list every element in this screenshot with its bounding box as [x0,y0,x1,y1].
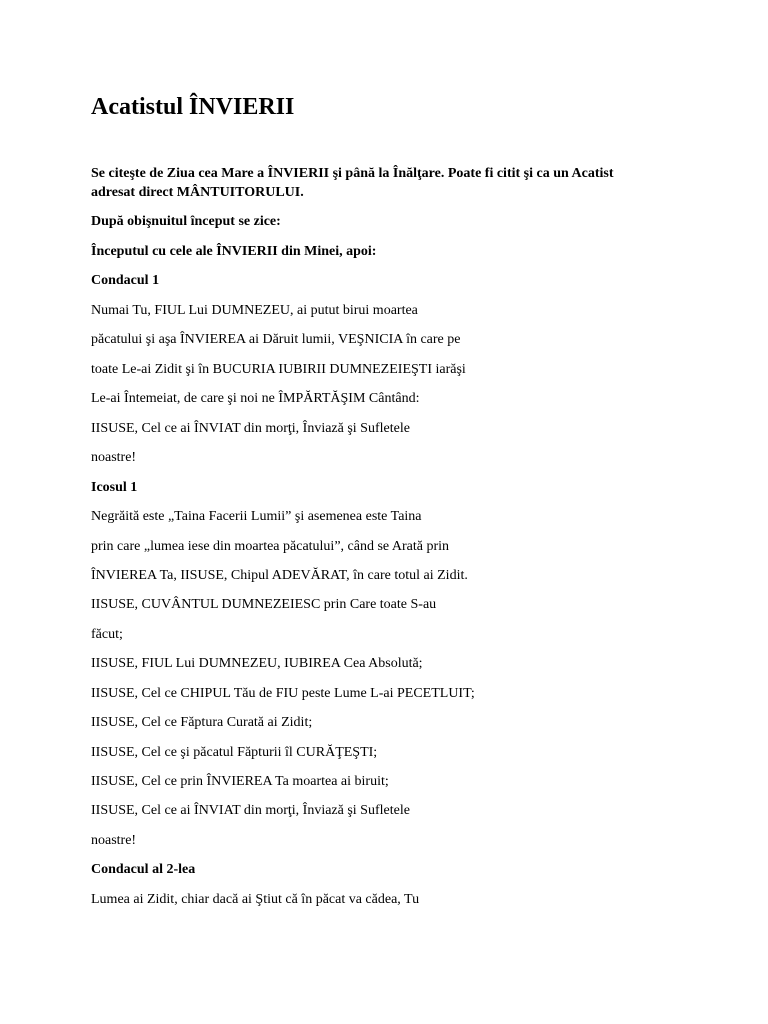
verse-line: noastre! [91,833,137,848]
section-heading: Condacul 1 [91,273,160,288]
section-heading: Icosul 1 [91,480,138,495]
verse-line: IISUSE, FIUL Lui DUMNEZEU, IUBIREA Cea Absolută; [91,656,423,671]
verse-line: IISUSE, Cel ce ai ÎNVIAT din morţi, Înviază şi Sufletele [91,421,410,436]
section-heading: Condacul al 2-lea [91,862,196,877]
verse-line: IISUSE, Cel ce Făptura Curată ai Zidit; [91,715,313,730]
verse-line: toate Le-ai Zidit şi în BUCURIA IUBIRII DUMNEZEIEŞTI iarăşi [91,362,466,377]
verse-line: prin care „lumea iese din moartea păcatului”, când se Arată prin [91,539,449,554]
verse-line: păcatului şi aşa ÎNVIEREA ai Dăruit lumii, VEŞNICIA în care pe [91,332,461,347]
verse-line: IISUSE, Cel ce prin ÎNVIEREA Ta moartea ai biruit; [91,774,389,789]
intro-text: Se citeşte de Ziua cea Mare a ÎNVIERII şi până la Înălţare. Poate fi citit şi ca un Acatist [91,166,614,181]
verse-line: noastre! [91,450,137,465]
verse-line: Negrăită este „Taina Facerii Lumii” şi asemenea este Taina [91,509,422,524]
verse-line: făcut; [91,627,123,642]
page-title: Acatistul ÎNVIERII [91,94,295,120]
verse-line: IISUSE, Cel ce CHIPUL Tău de FIU peste Lume L-ai PECETLUIT; [91,686,475,701]
intro-text: adresat direct MÂNTUITORULUI. [91,185,304,200]
verse-line: Lumea ai Zidit, chiar dacă ai Ştiut că în păcat va cădea, Tu [91,892,420,907]
verse-line: Le-ai Întemeiat, de care şi noi ne ÎMPĂRTĂŞIM Cântând: [91,391,420,406]
intro-instruction: După obişnuitul început se zice: [91,214,281,229]
intro-instruction: Începutul cu cele ale ÎNVIERII din Minei, apoi: [91,244,377,259]
verse-line: Numai Tu, FIUL Lui DUMNEZEU, ai putut birui moartea [91,303,418,318]
verse-line: ÎNVIEREA Ta, IISUSE, Chipul ADEVĂRAT, în care totul ai Zidit. [91,568,468,583]
verse-line: IISUSE, CUVÂNTUL DUMNEZEIESC prin Care toate S-au [91,597,437,612]
verse-line: IISUSE, Cel ce ai ÎNVIAT din morţi, Înviază şi Sufletele [91,803,410,818]
verse-line: IISUSE, Cel ce şi păcatul Făpturii îl CURĂŢEŞTI; [91,745,378,760]
